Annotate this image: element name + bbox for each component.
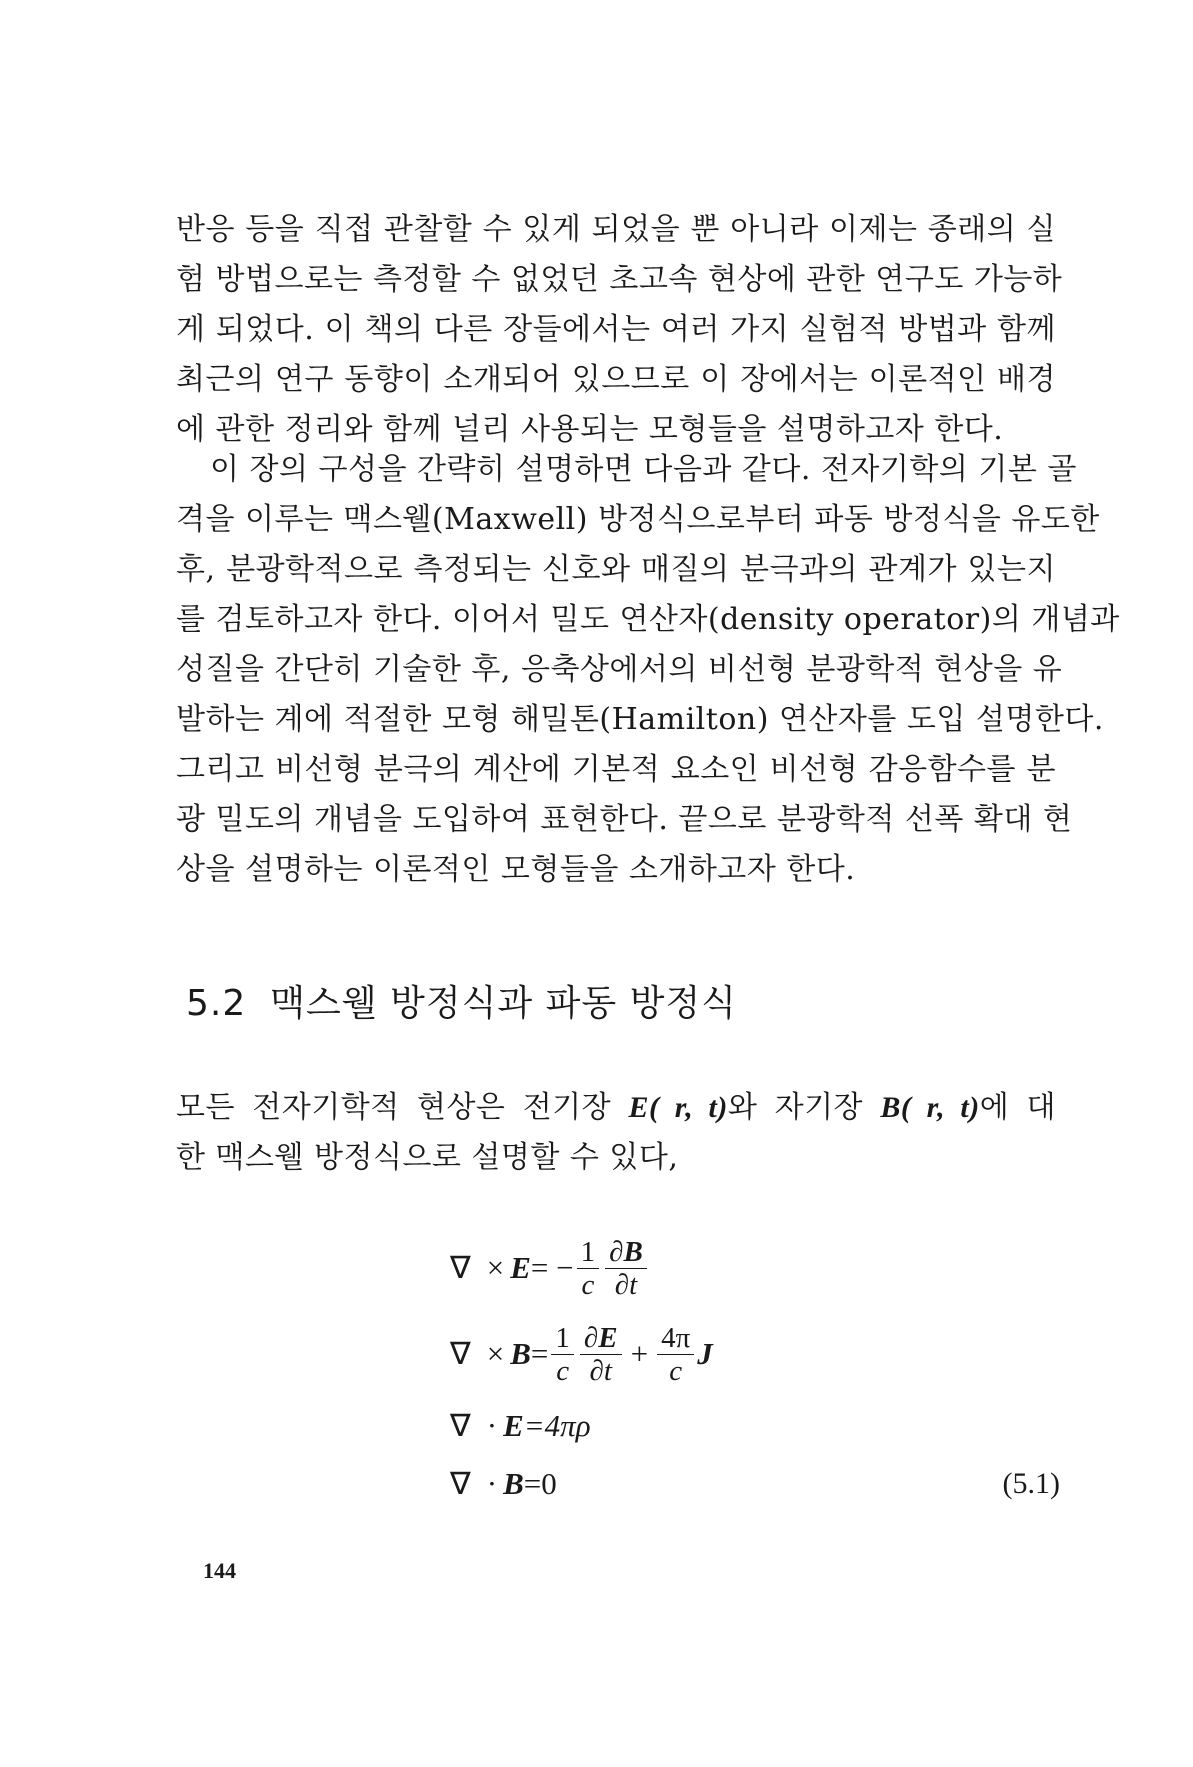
numerator: 1 [577, 1236, 600, 1269]
gauss-magnetic-equation [450, 1455, 1060, 1513]
page-number: 144 [203, 1558, 236, 1583]
maxwell-intro-paragraph [176, 1083, 1056, 1183]
numerator: ∂B [605, 1236, 647, 1269]
plus-sign: + [630, 1336, 649, 1371]
equals-minus: = − [530, 1250, 574, 1285]
denominator: c [581, 1268, 595, 1301]
section-number: 5.2 [186, 983, 247, 1024]
paragraph-line: 에 관한 정리와 함께 널리 사용되는 모형들을 설명하고자 한다. [176, 412, 1004, 447]
paragraph-line: 후, 분광학적으로 측정되는 신호와 매질의 분극과의 관계가 있는지 [176, 552, 1056, 587]
equation-lhs: E [503, 1408, 524, 1443]
nabla-symbol: ∇ [450, 1408, 471, 1443]
paragraph-line: 광 밀도의 개념을 도입하여 표현한다. 끝으로 분광학적 선폭 확대 현 [176, 802, 1073, 837]
paragraph-line: 험 방법으로는 측정할 수 없었던 초고속 현상에 관한 연구도 가능하 [176, 262, 1063, 297]
text-run: 와 자기장 [727, 1090, 881, 1125]
equation-lhs: B [510, 1336, 531, 1371]
current-density-symbol: J [697, 1336, 713, 1371]
denominator: c [556, 1354, 570, 1387]
paragraph-line: 반응 등을 직접 관찰할 수 있게 되었을 뿐 아니라 이제는 종래의 실 [176, 212, 1056, 247]
cross-operator: × [486, 1250, 505, 1285]
fraction [551, 1322, 574, 1387]
equation-lhs: B [503, 1466, 524, 1501]
denominator: ∂t [614, 1268, 638, 1301]
paragraph-line: 성질을 간단히 기술한 후, 응축상에서의 비선형 분광학적 현상을 유 [176, 652, 1063, 687]
equation-number: (5.1) [1002, 1467, 1060, 1500]
electric-field-symbol: E( r, t) [628, 1091, 728, 1124]
fraction [580, 1322, 622, 1387]
nabla-symbol: ∇ [450, 1336, 471, 1371]
paragraph-line: 한 맥스웰 방정식으로 설명할 수 있다, [176, 1140, 679, 1175]
intro-paragraph [176, 205, 1063, 455]
text-run: 에 대 [979, 1090, 1056, 1125]
equation-lhs: E [510, 1250, 531, 1285]
numerator: 1 [551, 1322, 574, 1355]
text-run: 모든 전자기학적 현상은 전기장 [176, 1090, 629, 1125]
paragraph-line: 발하는 계에 적절한 모형 해밀톤(Hamilton) 연산자를 도입 설명한다. [176, 702, 1104, 737]
paragraph-line: 상을 설명하는 이론적인 모형들을 소개하고자 한다. [176, 852, 856, 887]
fraction [605, 1236, 647, 1301]
denominator: c [669, 1354, 683, 1387]
nabla-symbol: ∇ [450, 1466, 471, 1501]
dot-operator: · [486, 1408, 498, 1443]
maxwell-equations [450, 1225, 1060, 1513]
paragraph-line [176, 1083, 1056, 1133]
cross-operator: × [486, 1336, 505, 1371]
nabla-symbol: ∇ [450, 1250, 471, 1285]
equation-rhs: =4πρ [523, 1408, 591, 1443]
numerator: ∂E [580, 1322, 622, 1355]
section-title: 맥스웰 방정식과 파동 방정식 [270, 983, 737, 1024]
numerator: 4π [657, 1322, 694, 1355]
section-heading [186, 975, 737, 1026]
ampere-equation [450, 1311, 1060, 1397]
dot-operator: · [486, 1466, 498, 1501]
fraction [657, 1322, 694, 1387]
gauss-electric-equation [450, 1397, 1060, 1455]
paragraph-line: 격을 이루는 맥스웰(Maxwell) 방정식으로부터 파동 방정식을 유도한 [176, 502, 1100, 537]
faraday-equation [450, 1225, 1060, 1311]
paragraph-line: 게 되었다. 이 책의 다른 장들에서는 여러 가지 실험적 방법과 함께 [176, 312, 1056, 347]
chapter-overview-paragraph [176, 445, 1120, 895]
paragraph-line: 그리고 비선형 분극의 계산에 기본적 요소인 비선형 감응함수를 분 [176, 752, 1056, 787]
denominator: ∂t [589, 1354, 612, 1387]
magnetic-field-symbol: B( r, t) [880, 1091, 980, 1124]
equation-rhs: =0 [523, 1466, 557, 1501]
paragraph-line: 를 검토하고자 한다. 이어서 밀도 연산자(density operator)의 개념과 [176, 602, 1120, 637]
fraction [577, 1236, 600, 1301]
equals-sign: = [530, 1336, 549, 1371]
paragraph-line: 이 장의 구성을 간략히 설명하면 다음과 같다. 전자기학의 기본 골 [210, 452, 1077, 487]
paragraph-line: 최근의 연구 동향이 소개되어 있으므로 이 장에서는 이론적인 배경 [176, 362, 1056, 397]
